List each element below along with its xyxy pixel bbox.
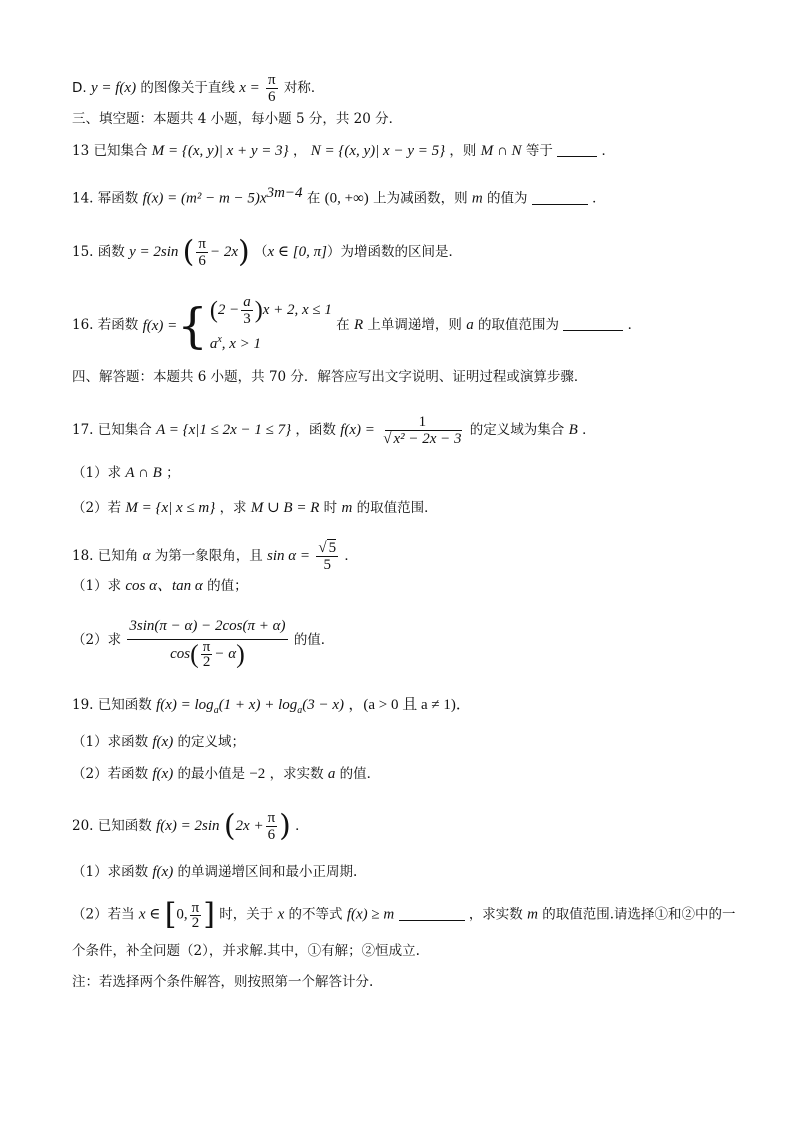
text: ，函数 <box>295 422 336 438</box>
math-expression: x ∈ <box>138 906 161 923</box>
math-expression: f(x) <box>152 734 174 750</box>
numerator: π <box>191 899 200 916</box>
text: ． <box>601 143 615 159</box>
question-number: 20. <box>72 818 94 834</box>
math-expression: M = {(x, y)| x + y = 3} <box>151 143 289 159</box>
question-17 <box>72 414 734 447</box>
exponent: x <box>217 334 222 345</box>
fraction <box>381 414 463 447</box>
math-expression: − 2x <box>209 244 238 260</box>
question-15 <box>72 236 734 269</box>
text: 的最小值是 <box>177 766 246 782</box>
left-brace: { <box>177 297 208 354</box>
math-expression: cos α、tan α <box>125 578 203 594</box>
math-expression: 2 − <box>217 301 240 318</box>
denominator: 6 <box>268 89 276 105</box>
math-expression: f(x) = 2sin <box>156 818 220 834</box>
note <box>72 972 734 992</box>
text: ， <box>292 143 307 159</box>
text: 的定义域为集合 <box>469 422 565 438</box>
text: 已知函数 <box>97 818 152 834</box>
piecewise-function <box>143 294 332 357</box>
question-14 <box>72 183 734 209</box>
left-bracket: [ <box>164 897 177 932</box>
math-expression: y = f(x) <box>90 80 137 96</box>
part-label: （2）若 <box>72 500 122 516</box>
text: 的值． <box>339 766 381 782</box>
part-label: （2）若函数 <box>72 766 149 782</box>
text: 的取值范围为 <box>478 317 560 333</box>
question-17-part-1 <box>72 463 734 483</box>
text: 时 <box>323 500 338 516</box>
fraction <box>196 236 208 269</box>
numerator: π <box>202 638 211 655</box>
math-expression: f(x) = <box>142 317 178 334</box>
question-number: 16. <box>72 317 94 333</box>
cases <box>210 294 332 357</box>
question-20 <box>72 810 734 843</box>
part-label: （1）求函数 <box>72 864 149 880</box>
math-expression: x = <box>239 80 260 96</box>
sqrt-icon: √ <box>383 431 392 447</box>
text: 等于 <box>525 143 553 159</box>
denominator: cos( $\frac{\pi}{2}$ − α) <box>170 638 245 670</box>
log-base: a <box>213 705 219 716</box>
text: 的定义域； <box>177 734 246 750</box>
text: 在 <box>306 190 321 207</box>
radicand: 5 <box>328 540 337 556</box>
text: 的值为 <box>487 190 528 207</box>
left-paren: ( <box>223 808 236 844</box>
text: 已知函数 <box>97 697 152 713</box>
math-expression: sin α = <box>267 548 311 564</box>
text: 已知集合 <box>93 143 148 159</box>
denominator <box>381 431 463 447</box>
answer-blank <box>532 190 588 205</box>
part-label: （2）若当 <box>72 906 135 923</box>
log-base: a <box>297 705 303 716</box>
option-label: D. <box>72 80 87 96</box>
sqrt-icon: √ <box>318 540 327 556</box>
text: 的图像关于直线 <box>140 80 235 96</box>
right-paren: ) <box>279 808 291 844</box>
case-2 <box>210 327 332 357</box>
part-label: （1）求 <box>72 578 122 594</box>
fraction <box>266 810 278 843</box>
question-18-part-2 <box>72 610 734 670</box>
math-expression <box>156 697 345 716</box>
text: 上单调递增，则 <box>367 317 462 333</box>
text: ，求实数 <box>269 766 324 782</box>
text: 时，关于 <box>219 906 274 923</box>
question-number: 14. <box>72 190 94 207</box>
section-heading <box>72 367 734 387</box>
math-expression: 0, <box>176 906 188 923</box>
note-text: 注：若选择两个条件解答，则按照第一个解答计分. <box>72 974 374 990</box>
fraction <box>201 640 213 669</box>
fraction <box>316 540 338 573</box>
question-19-part-1 <box>72 732 734 752</box>
fraction <box>190 901 202 930</box>
question-18 <box>72 540 734 573</box>
left-paren: ( <box>182 234 195 270</box>
text: 的值； <box>207 578 248 594</box>
question-number: 15. <box>72 244 94 260</box>
question-20-part-2 <box>72 897 754 932</box>
text: 幂函数 <box>97 190 139 207</box>
text: 的取值范围.请选择①和②中的一 <box>542 906 736 923</box>
math-condition: ，(a > 0 且 a ≠ 1)． <box>348 697 471 713</box>
math-variable: a <box>209 336 218 352</box>
math-variable: B <box>568 422 578 438</box>
question-13 <box>72 141 734 161</box>
text: ） <box>326 244 341 260</box>
part-label: （2）求 <box>72 632 122 648</box>
right-bracket: ] <box>203 897 215 932</box>
question-17-part-2 <box>72 498 734 518</box>
math-variable: R <box>353 317 364 333</box>
fraction <box>241 294 253 327</box>
text: 个条件，补全问题（2），并求解.其中，①有解；②恒成立. <box>72 943 420 959</box>
section-title: 三、填空题：本题共 4 小题，每小题 5 分，共 20 分． <box>72 111 403 127</box>
text: ； <box>166 465 180 481</box>
text: ，求 <box>219 500 247 516</box>
question-number: 13 <box>72 143 90 159</box>
math-expression: N = {(x, y)| x − y = 5} <box>310 143 446 159</box>
text: 的不等式 <box>288 906 343 923</box>
text: 若函数 <box>97 317 139 333</box>
denominator: 6 <box>198 253 206 269</box>
question-16 <box>72 294 734 357</box>
question-20-continuation <box>72 941 734 961</box>
math-expression: x ∈ [0, π] <box>267 244 327 260</box>
text: 为第一象限角，且 <box>154 548 263 564</box>
question-18-part-1 <box>72 576 734 596</box>
text: 对称． <box>283 80 325 96</box>
radicand: x² − 2x − 3 <box>393 431 462 447</box>
exponent: 3m−4 <box>266 185 303 201</box>
text: ． <box>592 190 606 207</box>
answer-blank <box>563 316 623 331</box>
text: 上为减函数，则 <box>373 190 468 207</box>
section-heading <box>72 109 734 129</box>
denominator: 5 <box>323 557 331 573</box>
text: ． <box>344 548 358 564</box>
text: ． <box>295 818 309 834</box>
option-d <box>72 72 734 105</box>
question-19-part-2 <box>72 764 734 784</box>
math-expression: x + 2, x ≤ 1 <box>262 301 332 318</box>
question-number: 19. <box>72 697 94 713</box>
math-variable: α <box>142 548 151 564</box>
math-value: −2 <box>249 766 266 782</box>
math-function: cos <box>170 645 191 662</box>
math-expression: f(x) ≥ m <box>346 906 395 923</box>
text: 在 <box>336 317 350 333</box>
denominator: 2 <box>202 653 211 670</box>
part-label: （1）求 <box>72 465 122 481</box>
answer-blank <box>399 906 465 921</box>
question-19 <box>72 695 734 721</box>
math-variable: x <box>277 906 285 923</box>
math-expression: M ∩ N <box>480 143 522 159</box>
text: ． <box>582 422 596 438</box>
text: 的单调递增区间和最小正周期. <box>177 864 358 880</box>
denominator: 2 <box>191 914 200 931</box>
numerator: π <box>267 810 276 826</box>
numerator: π <box>268 72 276 88</box>
math-expression: f(x) <box>152 864 174 880</box>
text: ． <box>627 317 642 333</box>
math-expression: M ∪ B = R <box>250 500 320 516</box>
math-expression: f(x) <box>152 766 174 782</box>
fraction <box>266 72 278 105</box>
math-expression: A = {x|1 ≤ 2x − 1 ≤ 7} <box>156 422 292 438</box>
text: ，则 <box>449 143 477 159</box>
part-label: （1）求函数 <box>72 734 149 750</box>
math-expression: 2x + <box>235 818 264 834</box>
math-expression: M = {x| x ≤ m} <box>125 500 216 516</box>
text: （ <box>254 244 268 260</box>
math-expression: f(x) = log <box>156 697 214 713</box>
denominator: 6 <box>267 827 276 843</box>
text: 函数 <box>97 244 125 260</box>
math-expression: f(x) = <box>340 422 375 438</box>
math-variable: m <box>527 906 538 923</box>
section-title: 四、解答题：本题共 6 小题，共 70 分．解答应写出文字说明、证明过程或演算步骤． <box>72 369 588 385</box>
answer-blank <box>557 142 597 157</box>
text: ，求实数 <box>468 906 523 923</box>
math-expression: y = 2sin <box>129 244 179 260</box>
numerator: 3sin(π − α) − 2cos(π + α) <box>127 613 287 640</box>
math-expression: A ∩ B <box>125 465 162 481</box>
math-expression: (1 + x) + log <box>218 697 298 713</box>
math-variable: m <box>341 500 353 516</box>
math-variable: m <box>471 190 483 207</box>
math-expression: − α <box>214 645 237 662</box>
text: 已知集合 <box>97 422 152 438</box>
question-20-part-1 <box>72 862 734 882</box>
math-expression: f(x) = (m² − m − 5) <box>142 190 260 207</box>
numerator <box>316 540 338 557</box>
text: 已知角 <box>97 548 139 564</box>
fraction <box>127 613 287 669</box>
right-paren: ) <box>238 234 250 270</box>
text: 的值． <box>293 632 335 648</box>
math-variable: a <box>466 317 474 333</box>
text: 为增函数的区间是． <box>340 244 462 260</box>
math-variable: a <box>327 766 336 782</box>
denominator: 3 <box>243 311 251 327</box>
text: 的取值范围． <box>356 500 438 516</box>
question-number: 17. <box>72 422 94 438</box>
numerator: 1 <box>385 414 461 431</box>
math-expression: , x > 1 <box>221 336 262 352</box>
math-interval: (0, +∞) <box>324 190 369 207</box>
math-expression: (3 − x) <box>302 697 345 713</box>
case-1: (2 − $\frac{a}{3}$ )x + 2, x ≤ 1 <box>209 294 332 327</box>
numerator: π <box>198 236 206 252</box>
math-variable: x <box>259 190 267 207</box>
question-number: 18. <box>72 548 94 564</box>
numerator: a <box>243 294 251 310</box>
